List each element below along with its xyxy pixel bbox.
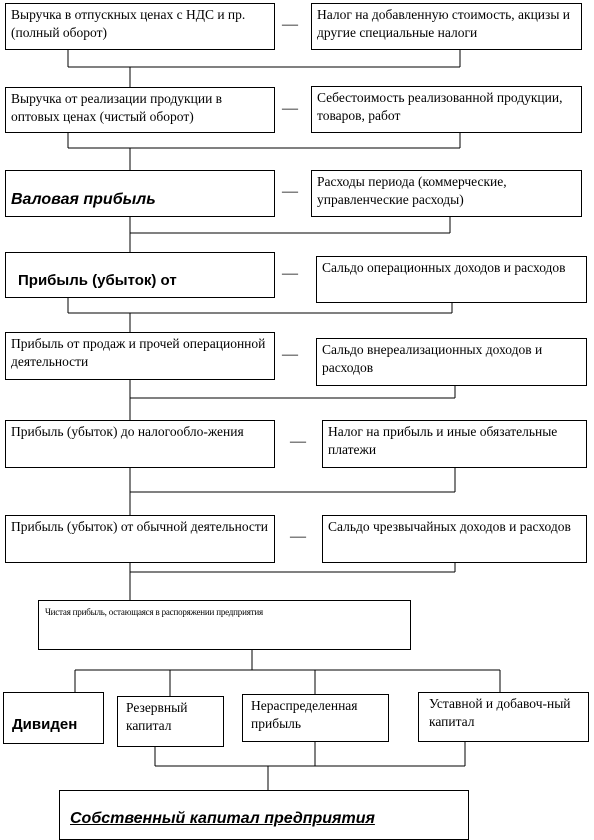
vat-excise-box: Налог на добавленную стоимость, акцизы и другие специальные налоги <box>311 3 582 50</box>
revenue-gross-box: Выручка в отпускных ценах с НДС и пр. (полный оборот) <box>5 3 275 50</box>
minus-sign: — <box>282 346 298 363</box>
revenue-net-box: Выручка от реализации продукции в оптовых ценах (чистый оборот) <box>5 87 275 133</box>
income-tax-box: Налог на прибыль и иные обязательные платежи <box>322 420 587 468</box>
operating-profit-box: Прибыль (убыток) от <box>5 252 275 298</box>
minus-sign: — <box>282 183 298 200</box>
retained-earnings-box: Нераспределенная прибыль <box>242 694 389 742</box>
sales-profit-box: Прибыль от продаж и прочей операционной деятельности <box>5 332 275 380</box>
non-operating-balance-box: Сальдо внереализационных доходов и расходов <box>316 338 587 386</box>
minus-sign: — <box>282 16 298 33</box>
ordinary-profit-box: Прибыль (убыток) от обычной деятельности <box>5 515 275 563</box>
dividend-box: Дивиден <box>3 692 104 744</box>
net-profit-box: Чистая прибыль, остающаяся в распоряжении предприятия <box>38 600 411 650</box>
pretax-profit-box: Прибыль (убыток) до налогообло-жения <box>5 420 275 468</box>
minus-sign: — <box>282 265 298 282</box>
minus-sign: — <box>290 528 306 545</box>
minus-sign: — <box>282 100 298 117</box>
operating-balance-box: Сальдо операционных доходов и расходов <box>316 256 587 303</box>
gross-profit-box: Валовая прибыль <box>5 170 275 217</box>
reserve-capital-box: Резервный капитал <box>117 696 224 747</box>
period-expenses-box: Расходы периода (коммерческие, управленческие расходы) <box>311 170 582 217</box>
share-capital-box: Уставной и добавоч-ный капитал <box>418 692 589 742</box>
equity-box: Собственный капитал предприятия <box>59 790 469 840</box>
cost-of-sales-box: Себестоимость реализованной продукции, товаров, работ <box>311 86 582 133</box>
minus-sign: — <box>290 433 306 450</box>
extraordinary-balance-box: Сальдо чрезвычайных доходов и расходов <box>322 515 587 563</box>
